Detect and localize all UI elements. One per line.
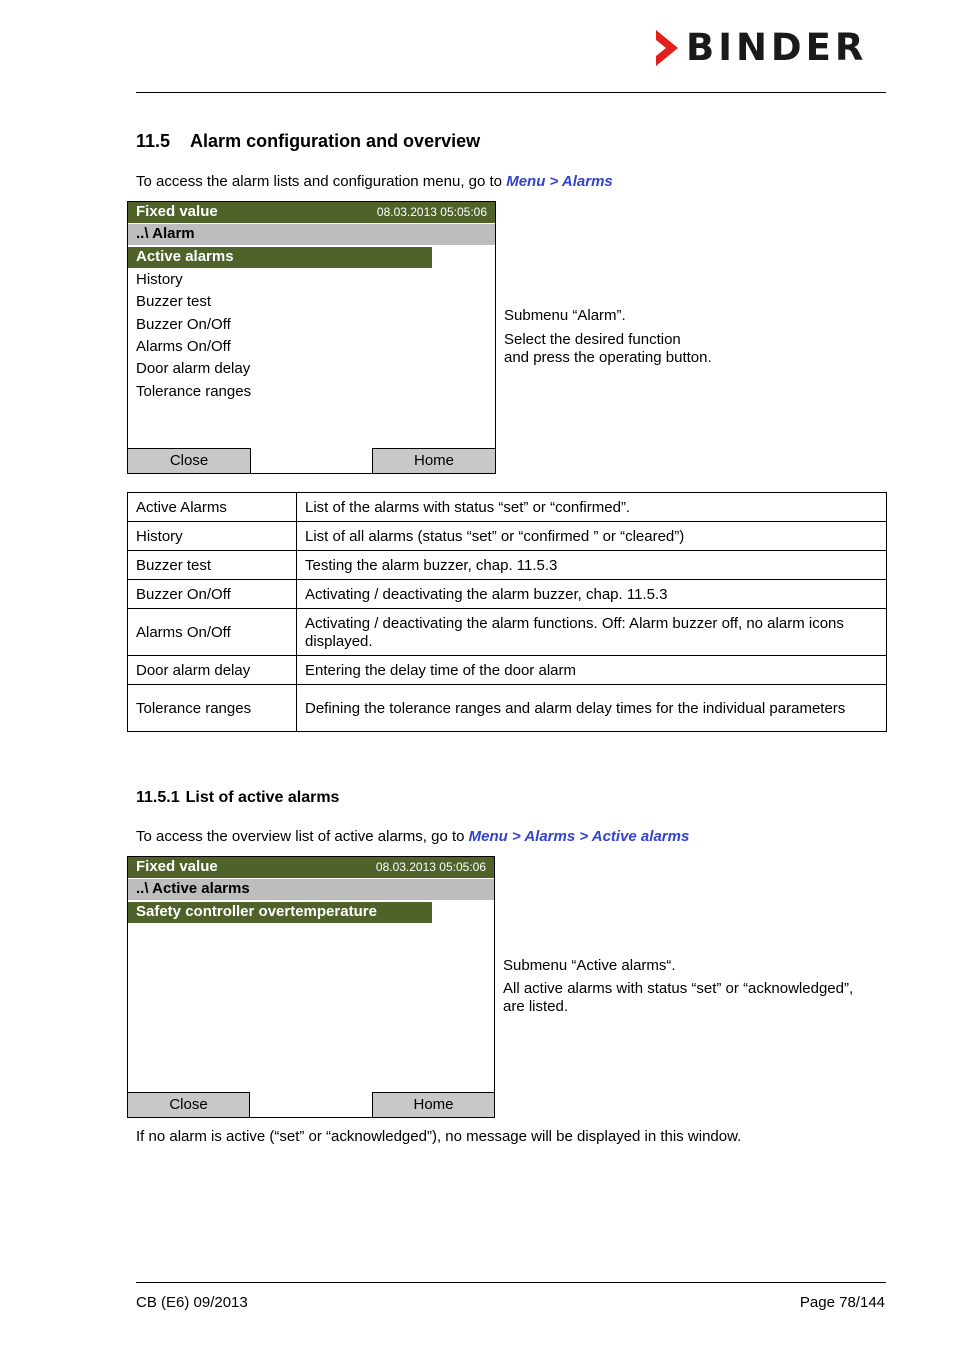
table-cell-function: Active Alarms bbox=[128, 493, 297, 522]
subsection-intro-text: To access the overview list of active alarms, go to bbox=[136, 828, 469, 845]
table-cell-function: Door alarm delay bbox=[128, 656, 297, 685]
table-row bbox=[128, 609, 887, 656]
table-cell-function: Tolerance ranges bbox=[128, 685, 297, 732]
table-cell-function: Buzzer test bbox=[128, 551, 297, 580]
datetime-display: 08.03.2013 05:05:06 bbox=[375, 860, 486, 874]
table-cell-description: List of all alarms (status “set” or “confirmed ” or “cleared”) bbox=[297, 522, 887, 551]
mode-label: Fixed value bbox=[136, 203, 218, 220]
section-intro bbox=[136, 173, 613, 190]
breadcrumb-path: ..\ Alarm bbox=[136, 225, 195, 242]
footer-doc-id: CB (E6) 09/2013 bbox=[136, 1294, 248, 1311]
section-heading bbox=[136, 131, 480, 152]
menu-item-door-alarm-delay[interactable]: Door alarm delay bbox=[136, 360, 251, 377]
subsection-heading bbox=[136, 789, 339, 807]
subsection-title: List of active alarms bbox=[185, 789, 340, 806]
table-cell-description: Entering the delay time of the door alarm bbox=[297, 656, 887, 685]
table-cell-function: History bbox=[128, 522, 297, 551]
brand-logo bbox=[654, 28, 867, 68]
breadcrumb-path: ..\ Active alarms bbox=[136, 880, 250, 897]
home-button[interactable]: Home bbox=[372, 1092, 495, 1118]
menu-item-tolerance-ranges[interactable]: Tolerance ranges bbox=[136, 383, 252, 400]
menu-alarms-link[interactable]: Menu > Alarms bbox=[506, 173, 613, 190]
note-line: Submenu “Active alarms“. bbox=[503, 957, 676, 974]
close-button[interactable]: Close bbox=[127, 1092, 250, 1118]
active-alarms-note bbox=[503, 957, 853, 1016]
note-line: and press the operating button. bbox=[504, 349, 712, 366]
alarm-item-label: Safety controller overtemperature bbox=[136, 903, 377, 920]
table-cell-description: Defining the tolerance ranges and alarm delay times for the individual parameters bbox=[297, 685, 887, 732]
note-line: All active alarms with status “set” or “acknowledged”, bbox=[503, 980, 854, 997]
screen-title-bar bbox=[128, 202, 495, 223]
menu-active-alarms-link[interactable]: Menu > Alarms > Active alarms bbox=[468, 828, 690, 845]
breadcrumb bbox=[128, 879, 494, 900]
datetime-display: 08.03.2013 05:05:06 bbox=[376, 205, 487, 219]
note-line: are listed. bbox=[503, 998, 569, 1015]
note-line: Select the desired function bbox=[504, 331, 681, 348]
table-row bbox=[128, 656, 887, 685]
section-title: Alarm configuration and overview bbox=[190, 131, 481, 151]
header-rule bbox=[136, 92, 886, 93]
table-cell-description: Testing the alarm buzzer, chap. 11.5.3 bbox=[297, 551, 887, 580]
alarm-submenu-screen bbox=[127, 201, 496, 474]
menu-item-history[interactable]: History bbox=[136, 271, 183, 288]
table-row bbox=[128, 551, 887, 580]
table-cell-function: Buzzer On/Off bbox=[128, 580, 297, 609]
subsection-number: 11.5.1 bbox=[136, 789, 180, 806]
footer-rule bbox=[136, 1282, 886, 1283]
menu-item-label: Active alarms bbox=[136, 248, 234, 265]
table-cell-description: List of the alarms with status “set” or “confirmed”. bbox=[297, 493, 887, 522]
note-line: Submenu “Alarm”. bbox=[504, 307, 626, 324]
section-intro-text: To access the alarm lists and configuration menu, go to bbox=[136, 173, 507, 190]
table-row bbox=[128, 493, 887, 522]
alarm-functions-table bbox=[127, 492, 887, 732]
footer-page-number: Page 78/144 bbox=[799, 1294, 885, 1311]
menu-item-active-alarms[interactable] bbox=[128, 247, 432, 268]
subsection-intro bbox=[136, 828, 689, 845]
table-row bbox=[128, 522, 887, 551]
table-row bbox=[128, 580, 887, 609]
table-cell-description: Activating / deactivating the alarm functions. Off: Alarm buzzer off, no alarm icons displayed. bbox=[297, 609, 887, 656]
mode-label: Fixed value bbox=[136, 858, 218, 875]
alarm-submenu-note bbox=[504, 307, 712, 367]
table-row bbox=[128, 685, 887, 732]
home-button[interactable]: Home bbox=[372, 448, 496, 474]
screen-title-bar bbox=[128, 857, 494, 878]
section-number: 11.5 bbox=[136, 131, 171, 151]
brand-mark-icon bbox=[654, 30, 680, 66]
no-alarm-note: If no alarm is active (“set” or “acknowledged”), no message will be displayed in this window. bbox=[136, 1128, 742, 1145]
menu-item-buzzer-on-off[interactable]: Buzzer On/Off bbox=[136, 316, 231, 333]
close-button[interactable]: Close bbox=[127, 448, 251, 474]
menu-item-buzzer-test[interactable]: Buzzer test bbox=[136, 293, 212, 310]
table-cell-function: Alarms On/Off bbox=[128, 609, 297, 656]
menu-item-alarms-on-off[interactable]: Alarms On/Off bbox=[136, 338, 231, 355]
active-alarms-screen bbox=[127, 856, 495, 1118]
brand-name: BINDER bbox=[686, 26, 868, 69]
breadcrumb bbox=[128, 224, 495, 245]
table-cell-description: Activating / deactivating the alarm buzzer, chap. 11.5.3 bbox=[297, 580, 887, 609]
active-alarm-item[interactable] bbox=[128, 902, 432, 923]
